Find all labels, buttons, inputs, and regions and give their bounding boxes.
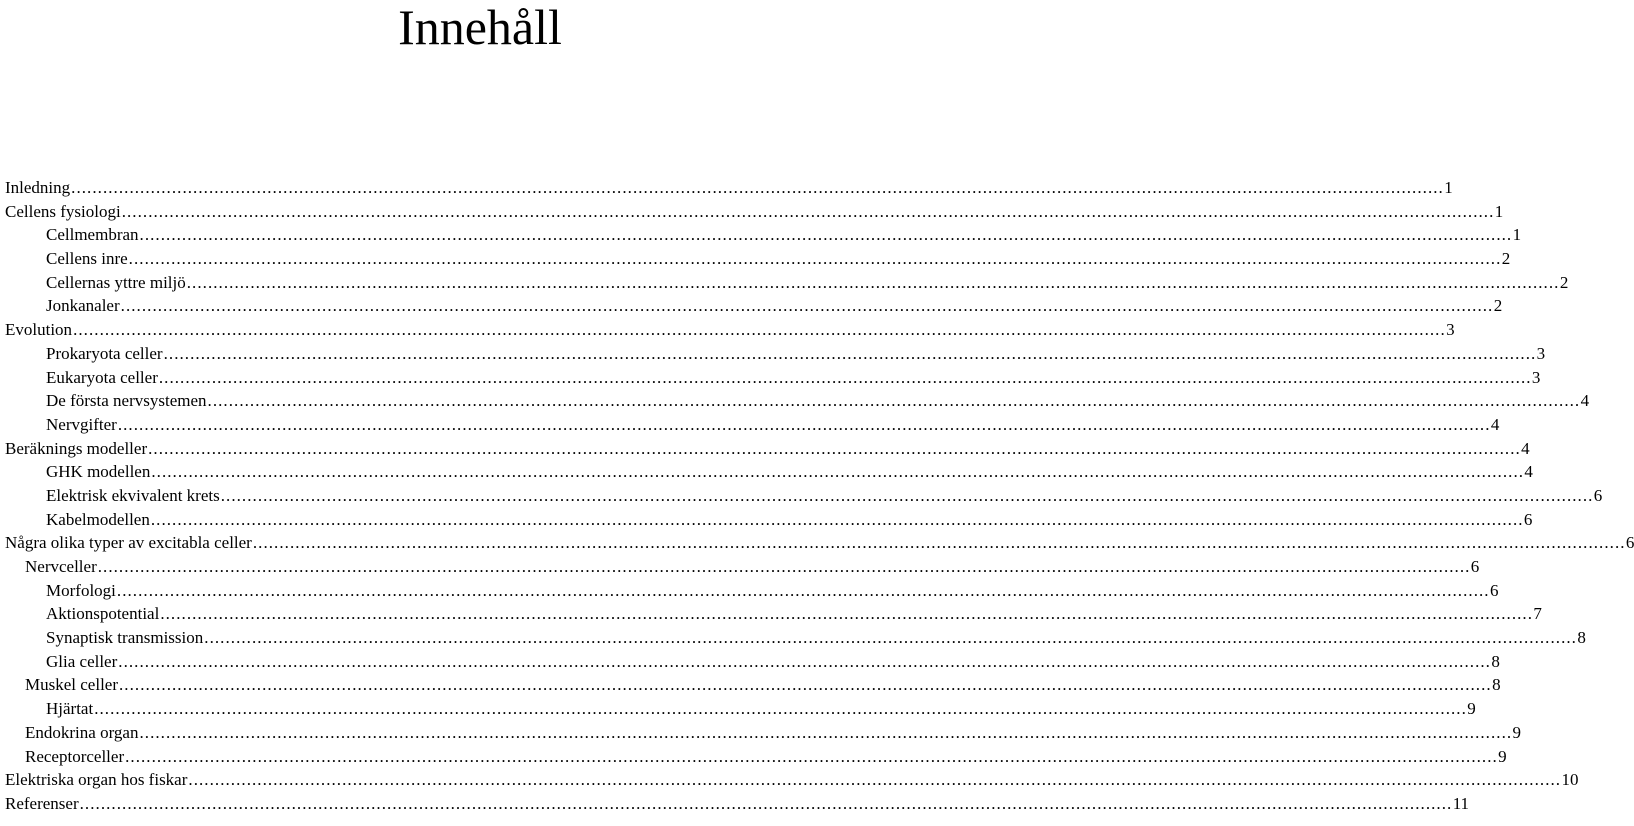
toc-entry-label: Hjärtat (46, 699, 94, 719)
toc-dot-leader (117, 579, 1487, 603)
toc-entry-label: Cellernas yttre miljö (46, 272, 186, 292)
toc-entry-label: Elektrisk ekvivalent krets (46, 485, 220, 505)
toc-entry-page-number: 6 (1625, 533, 1634, 553)
toc-entry-label: Jonkanaler (46, 296, 120, 316)
toc-entry-label: Cellens fysiologi (5, 201, 121, 221)
toc-entry-label: Eukaryota celler (46, 367, 158, 387)
toc-entry[interactable] (5, 294, 1503, 318)
toc-entry[interactable] (5, 247, 1511, 271)
toc-entry-label: Inledning (5, 178, 71, 197)
toc-dot-leader (151, 460, 1521, 484)
toc-entry-page-number: 1 (1512, 225, 1522, 245)
toc-entry-page-number: 10 (1561, 770, 1579, 790)
toc-entry-label: Aktionspotential (46, 604, 160, 624)
toc-entry[interactable] (5, 271, 1569, 295)
toc-dot-leader (80, 792, 1450, 816)
toc-entry-page-number: 3 (1446, 320, 1455, 340)
toc-entry-page-number: 7 (1533, 604, 1542, 624)
toc-entry-label: Kabelmodellen (46, 509, 150, 529)
toc-entry[interactable] (5, 342, 1546, 366)
toc-entry[interactable] (5, 508, 1533, 532)
toc-entry-page-number: 4 (1521, 438, 1530, 458)
toc-entry[interactable] (5, 650, 1500, 674)
toc-entry[interactable] (5, 223, 1522, 247)
toc-entry-page-number: 2 (1493, 296, 1503, 316)
toc-entry-label: Cellens inre (46, 249, 128, 269)
toc-dot-leader (160, 602, 1530, 626)
page-title: Innehåll (398, 0, 562, 55)
toc-entry[interactable] (5, 389, 1590, 413)
toc-entry-page-number: 4 (1580, 391, 1590, 411)
toc-entry-page-number: 1 (1444, 178, 1453, 197)
toc-entry-label: GHK modellen (46, 462, 151, 482)
toc-entry[interactable] (5, 200, 1504, 224)
toc-entry[interactable] (5, 366, 1541, 390)
toc-entry-page-number: 6 (1593, 485, 1603, 505)
toc-entry-page-number: 6 (1489, 580, 1499, 600)
toc-entry[interactable] (5, 626, 1586, 650)
table-of-contents (5, 176, 1634, 816)
toc-entry[interactable] (5, 602, 1542, 626)
toc-dot-leader (118, 413, 1488, 437)
toc-entry-label: Referenser (5, 793, 79, 813)
toc-dot-leader (253, 531, 1623, 555)
toc-entry[interactable] (5, 318, 1455, 342)
toc-entry-page-number: 4 (1524, 462, 1533, 482)
toc-entry-label: Nervgifter (46, 414, 117, 434)
toc-entry-label: Muskel celler (25, 675, 118, 695)
toc-entry[interactable] (5, 768, 1579, 792)
toc-dot-leader (71, 176, 1441, 200)
toc-entry[interactable] (5, 673, 1501, 697)
toc-dot-leader (221, 484, 1591, 508)
toc-dot-leader (94, 697, 1464, 721)
toc-entry-page-number: 9 (1498, 746, 1507, 766)
toc-entry[interactable] (5, 437, 1530, 461)
toc-entry-page-number: 3 (1536, 343, 1546, 363)
toc-dot-leader (125, 745, 1495, 769)
toc-entry-label: Evolution (5, 320, 73, 340)
toc-entry-page-number: 9 (1512, 722, 1522, 742)
toc-dot-leader (164, 342, 1534, 366)
toc-dot-leader (129, 247, 1499, 271)
toc-entry[interactable] (5, 792, 1470, 816)
toc-entry[interactable] (5, 176, 1453, 200)
toc-entry-label: Prokaryota celler (46, 343, 163, 363)
toc-entry-label: De första nervsystemen (46, 391, 207, 411)
toc-entry[interactable] (5, 484, 1603, 508)
toc-entry-label: Synaptisk transmission (46, 628, 204, 648)
toc-entry-page-number: 2 (1501, 249, 1511, 269)
toc-entry[interactable] (5, 555, 1480, 579)
toc-entry-page-number: 8 (1492, 675, 1501, 695)
toc-dot-leader (73, 318, 1443, 342)
toc-entry-page-number: 1 (1494, 201, 1504, 221)
toc-entry-label: Morfologi (46, 580, 116, 600)
toc-entry-label: Några olika typer av excitabla celler (5, 533, 252, 553)
toc-entry-page-number: 2 (1559, 272, 1569, 292)
toc-entry-page-number: 11 (1452, 793, 1470, 813)
toc-dot-leader (140, 223, 1510, 247)
toc-dot-leader (148, 437, 1518, 461)
toc-dot-leader (151, 508, 1521, 532)
toc-entry[interactable] (5, 697, 1476, 721)
toc-entry[interactable] (5, 531, 1634, 555)
toc-dot-leader (121, 294, 1491, 318)
toc-entry-page-number: 8 (1577, 628, 1586, 648)
toc-dot-leader (122, 200, 1492, 224)
toc-dot-leader (118, 650, 1488, 674)
toc-entry-page-number: 6 (1523, 509, 1533, 529)
toc-entry-page-number: 3 (1531, 367, 1541, 387)
toc-dot-leader (119, 673, 1489, 697)
toc-entry[interactable] (5, 413, 1500, 437)
toc-entry-label: Glia celler (46, 651, 118, 671)
toc-entry-page-number: 9 (1467, 699, 1476, 719)
toc-entry-page-number: 4 (1490, 414, 1500, 434)
toc-entry-label: Endokrina organ (25, 722, 139, 742)
toc-dot-leader (204, 626, 1574, 650)
toc-entry-label: Receptorceller (25, 746, 125, 766)
toc-dot-leader (159, 366, 1529, 390)
toc-entry-label: Elektriska organ hos fiskar (5, 770, 188, 790)
toc-dot-leader (187, 271, 1557, 295)
toc-entry-label: Cellmembran (46, 225, 139, 245)
toc-entry-page-number: 6 (1470, 557, 1480, 576)
toc-dot-leader (208, 389, 1578, 413)
toc-entry-label: Beräknings modeller (5, 438, 148, 458)
toc-entry[interactable] (5, 460, 1533, 484)
toc-dot-leader (139, 721, 1509, 745)
toc-dot-leader (98, 555, 1468, 579)
toc-entry[interactable] (5, 745, 1507, 769)
toc-entry[interactable] (5, 721, 1522, 745)
toc-entry[interactable] (5, 579, 1499, 603)
toc-dot-leader (188, 768, 1558, 792)
toc-entry-page-number: 8 (1491, 651, 1500, 671)
toc-entry-label: Nervceller (25, 557, 97, 576)
